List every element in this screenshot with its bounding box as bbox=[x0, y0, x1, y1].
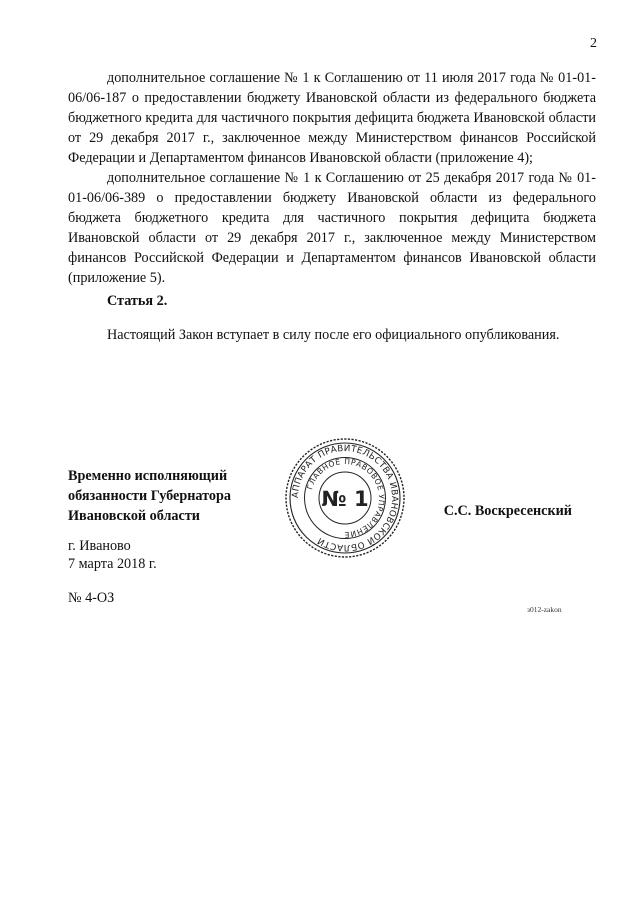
article-text: Настоящий Закон вступает в силу после его официального опубликования. bbox=[107, 327, 560, 343]
stamp-outer-text: АППАРАТ ПРАВИТЕЛЬСТВА ИВАНОВСКОЙ ОБЛАСТИ bbox=[290, 443, 400, 553]
body-text bbox=[68, 68, 596, 288]
law-number: № 4-ОЗ bbox=[68, 590, 115, 606]
date: 7 марта 2018 г. bbox=[68, 556, 157, 572]
stamp-number: № 1 bbox=[321, 487, 369, 511]
signatory-position-line: Временно исполняющий bbox=[68, 468, 228, 484]
paragraph-amendment-5: дополнительное соглашение № 1 к Соглашению от 25 декабря 2017 года № 01-01-06/06-389 о предоставлении бюджету Ивановской области из федерального бюджета бюджетного кредита для частичного покрытия дефицита бюджета Ивановской области от 29 декабря 2017 г., заключенное между Министерством финансов Российской Федерации и Департаментом финансов Ивановской области (приложение 5). bbox=[68, 170, 596, 286]
article-title: Статья 2. bbox=[107, 293, 168, 309]
place-date-block bbox=[68, 537, 157, 573]
signatory-position-line: Ивановской области bbox=[68, 508, 200, 524]
signatory-name: С.С. Воскресенский bbox=[443, 503, 572, 519]
page-number: 2 bbox=[590, 36, 597, 51]
signatory-position bbox=[68, 466, 231, 526]
official-stamp bbox=[283, 436, 407, 560]
stamp-inner-text: ГЛАВНОЕ ПРАВОВОЕ УПРАВЛЕНИЕ bbox=[305, 456, 387, 540]
document-code: з012-zakon bbox=[527, 605, 562, 614]
signatory-position-line: обязанности Губернатора bbox=[68, 488, 231, 504]
place: г. Иваново bbox=[68, 538, 131, 554]
paragraph-amendment-4: дополнительное соглашение № 1 к Соглашению от 11 июля 2017 года № 01-01-06/06-187 о предоставлении бюджету Ивановской области из федерального бюджета бюджетного кредита для частичного покрытия дефицита бюджета Ивановской области от 29 декабря 2017 г., заключенное между Министерством финансов Российской Федерации и Департаментом финансов Ивановской области (приложение 4); bbox=[68, 70, 596, 166]
